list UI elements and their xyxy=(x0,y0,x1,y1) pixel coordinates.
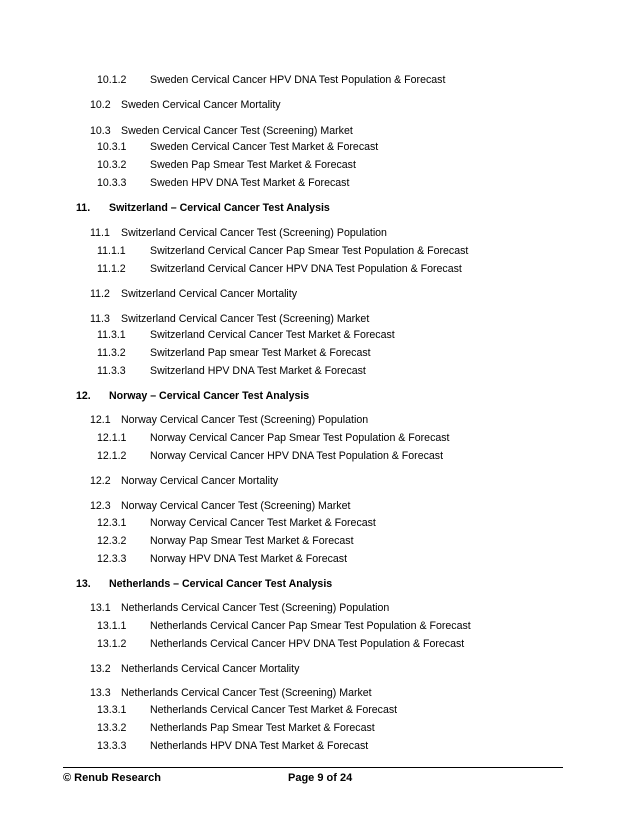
toc-entry-number: 13.3 xyxy=(90,687,111,699)
toc-entry-title: Sweden Pap Smear Test Market & Forecast xyxy=(150,159,356,171)
toc-entry-title: Norway Cervical Cancer Test Market & Forecast xyxy=(150,517,376,529)
toc-entry-number: 10.3.3 xyxy=(97,177,127,189)
toc-entry-number: 11.1.2 xyxy=(97,263,126,275)
toc-entry-number: 12.3.3 xyxy=(97,553,127,565)
toc-entry-title: Norway Cervical Cancer Test (Screening) Population xyxy=(121,414,369,426)
toc-entry-number: 11.1.1 xyxy=(97,245,126,257)
toc-entry-number: 13.3.1 xyxy=(97,704,127,716)
toc-entry-title: Norway Cervical Cancer Mortality xyxy=(121,475,279,487)
toc-entry-number: 13.1.2 xyxy=(97,638,127,650)
toc-entry-number: 11.3.3 xyxy=(97,365,126,377)
toc-entry-title: Switzerland Pap smear Test Market & Forecast xyxy=(150,347,371,359)
toc-entry-number: 12.3.2 xyxy=(97,535,127,547)
toc-entry-title: Netherlands Cervical Cancer Test (Screening) Population xyxy=(121,602,390,614)
toc-entry-title: Netherlands – Cervical Cancer Test Analysis xyxy=(109,578,333,590)
toc-entry-title: Sweden Cervical Cancer Test Market & Forecast xyxy=(150,141,379,153)
toc-entry-title: Switzerland Cervical Cancer Test (Screening) Population xyxy=(121,227,387,239)
toc-entry-number: 11.3 xyxy=(90,313,110,325)
toc-entry-number: 13. xyxy=(76,578,91,590)
footer-copyright: © Renub Research xyxy=(63,772,161,784)
toc-entry-number: 13.1 xyxy=(90,602,111,614)
toc-entry-number: 11.3.1 xyxy=(97,329,126,341)
toc-entry-number: 12.3 xyxy=(90,500,111,512)
toc-entry-number: 13.1.1 xyxy=(97,620,127,632)
footer-divider xyxy=(63,767,563,768)
toc-entry-number: 13.2 xyxy=(90,663,111,675)
toc-entry-title: Switzerland Cervical Cancer Mortality xyxy=(121,288,298,300)
toc-entry-title: Sweden Cervical Cancer HPV DNA Test Population & Forecast xyxy=(150,74,446,86)
toc-entry-title: Netherlands Cervical Cancer Pap Smear Test Population & Forecast xyxy=(150,620,471,632)
toc-entry-title: Sweden Cervical Cancer Test (Screening) Market xyxy=(121,125,353,137)
toc-entry-title: Switzerland Cervical Cancer Pap Smear Test Population & Forecast xyxy=(150,245,469,257)
toc-entry-title: Switzerland – Cervical Cancer Test Analysis xyxy=(109,202,330,214)
toc-entry-title: Netherlands Cervical Cancer Test Market & Forecast xyxy=(150,704,398,716)
toc-entry-number: 12.1.1 xyxy=(97,432,127,444)
toc-entry-title: Sweden Cervical Cancer Mortality xyxy=(121,99,281,111)
toc-entry-title: Norway Cervical Cancer HPV DNA Test Population & Forecast xyxy=(150,450,444,462)
toc-entry-title: Netherlands Cervical Cancer HPV DNA Test Population & Forecast xyxy=(150,638,465,650)
toc-entry-number: 10.3 xyxy=(90,125,111,137)
toc-entry-title: Norway HPV DNA Test Market & Forecast xyxy=(150,553,348,565)
toc-entry-title: Netherlands Pap Smear Test Market & Forecast xyxy=(150,722,375,734)
toc-entry-number: 12.2 xyxy=(90,475,111,487)
toc-entry-title: Switzerland Cervical Cancer HPV DNA Test Population & Forecast xyxy=(150,263,462,275)
toc-entry-number: 13.3.3 xyxy=(97,740,127,752)
toc-entry-number: 10.1.2 xyxy=(97,74,127,86)
toc-entry-number: 12.1 xyxy=(90,414,111,426)
toc-entry-number: 12.3.1 xyxy=(97,517,127,529)
toc-entry-title: Sweden HPV DNA Test Market & Forecast xyxy=(150,177,350,189)
toc-entry-title: Switzerland HPV DNA Test Market & Forecast xyxy=(150,365,366,377)
toc-entry-title: Netherlands Cervical Cancer Test (Screening) Market xyxy=(121,687,372,699)
toc-entry-title: Norway Cervical Cancer Test (Screening) Market xyxy=(121,500,351,512)
toc-entry-number: 13.3.2 xyxy=(97,722,127,734)
toc-entry-number: 10.2 xyxy=(90,99,111,111)
toc-entry-number: 12.1.2 xyxy=(97,450,127,462)
toc-entry-title: Norway – Cervical Cancer Test Analysis xyxy=(109,390,310,402)
toc-entry-title: Switzerland Cervical Cancer Test Market & Forecast xyxy=(150,329,395,341)
toc-entry-number: 10.3.2 xyxy=(97,159,127,171)
footer-page-number: Page 9 of 24 xyxy=(288,772,353,784)
toc-entry-number: 11.3.2 xyxy=(97,347,126,359)
toc-entry-title: Norway Pap Smear Test Market & Forecast xyxy=(150,535,354,547)
toc-entry-title: Netherlands HPV DNA Test Market & Forecast xyxy=(150,740,369,752)
toc-entry-number: 11.1 xyxy=(90,227,110,239)
toc-entry-number: 11.2 xyxy=(90,288,110,300)
toc-entry-title: Switzerland Cervical Cancer Test (Screening) Market xyxy=(121,313,370,325)
toc-entry-title: Norway Cervical Cancer Pap Smear Test Population & Forecast xyxy=(150,432,450,444)
toc-entry-title: Netherlands Cervical Cancer Mortality xyxy=(121,663,300,675)
toc-entry-number: 11. xyxy=(76,202,91,214)
toc-entry-number: 10.3.1 xyxy=(97,141,127,153)
toc-entry-number: 12. xyxy=(76,390,91,402)
